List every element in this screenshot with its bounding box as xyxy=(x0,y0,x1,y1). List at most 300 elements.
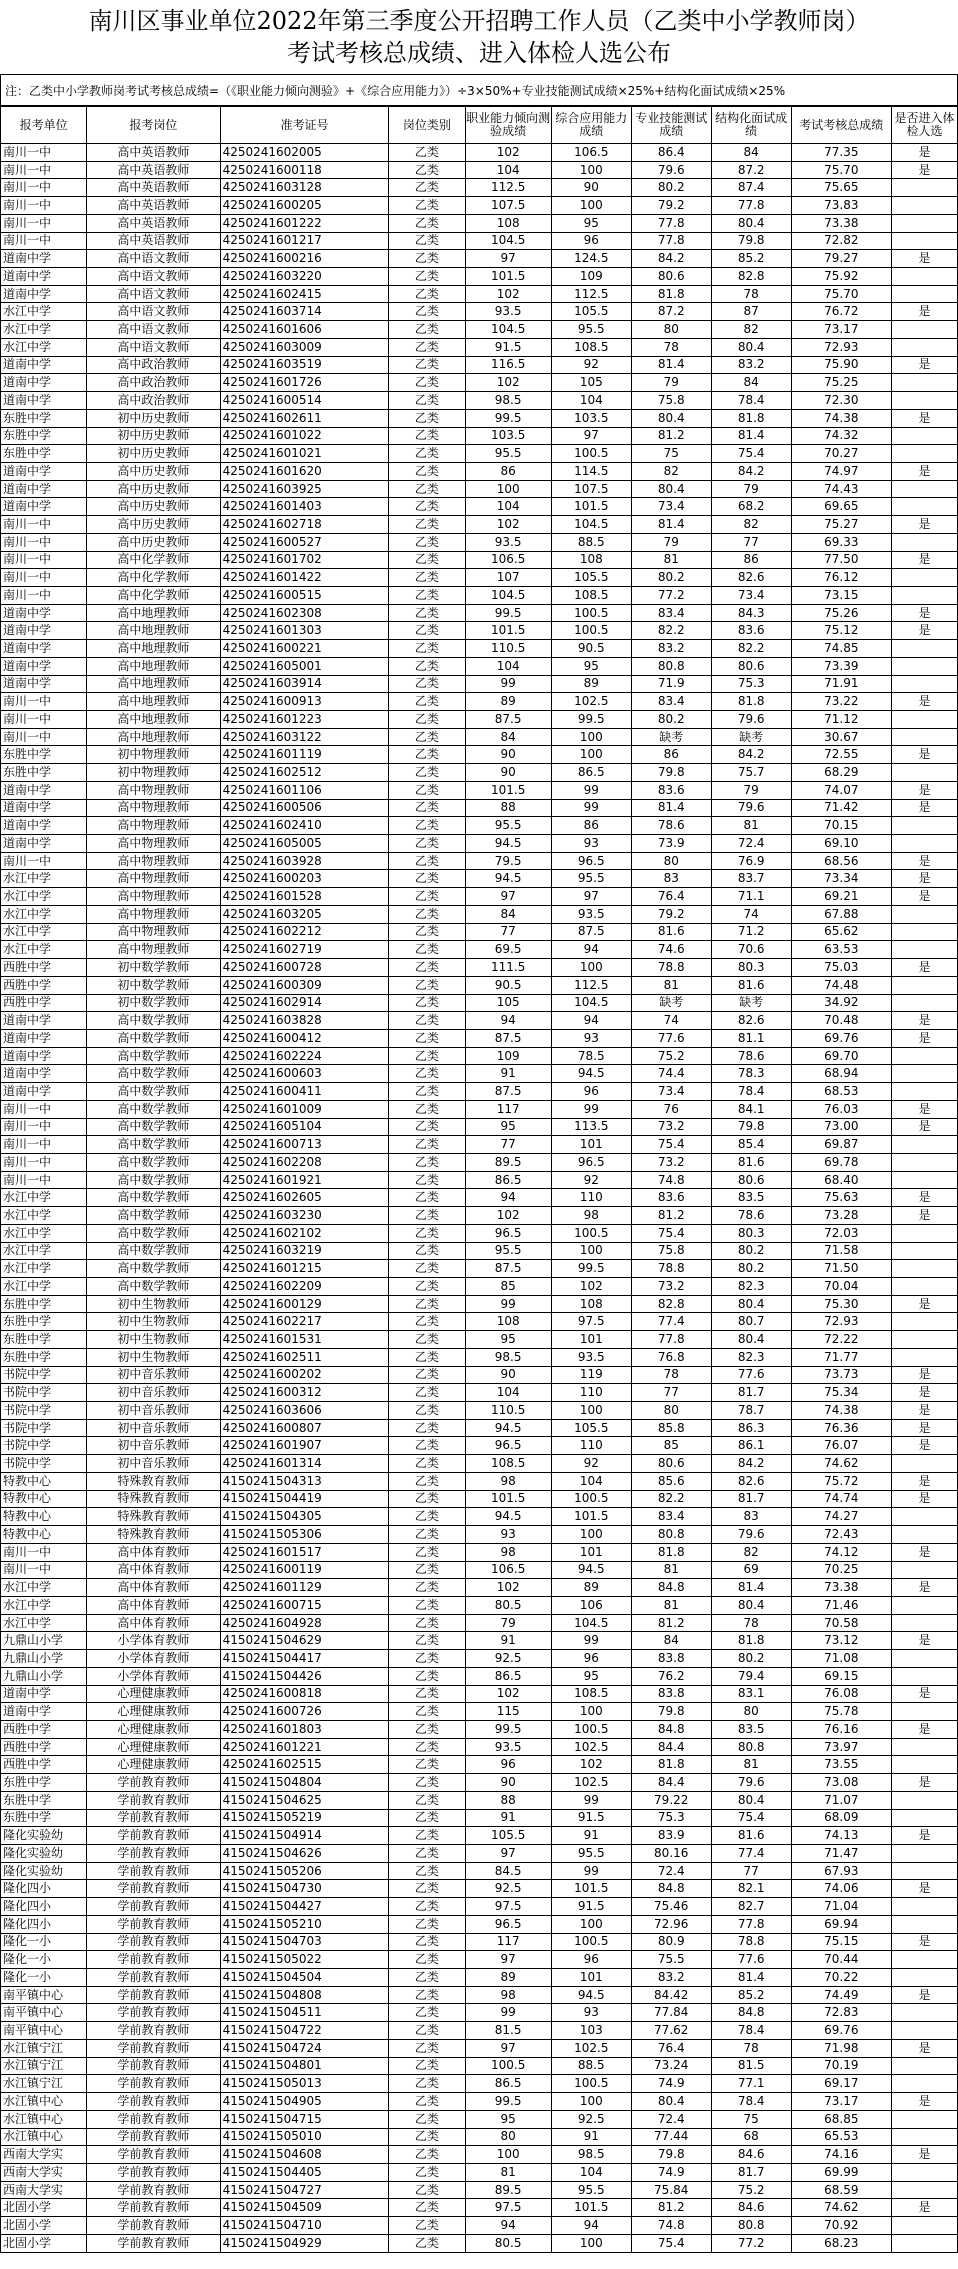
category-cell: 乙类 xyxy=(389,675,465,693)
table-row xyxy=(1,1596,958,1614)
table-row xyxy=(1,2022,958,2040)
table-row xyxy=(1,427,958,445)
aptitude-score-cell: 93.5 xyxy=(465,533,551,551)
table-row xyxy=(1,268,958,286)
skill-score-cell: 78.8 xyxy=(631,1260,711,1278)
skill-score-cell: 75.3 xyxy=(631,1809,711,1827)
total-score-cell: 75.90 xyxy=(791,356,891,374)
header-aptitude-score: 职业能力倾向测验成绩 xyxy=(465,107,551,144)
unit-cell: 道南中学 xyxy=(1,799,87,817)
table-row xyxy=(1,551,958,569)
total-score-cell: 77.50 xyxy=(791,551,891,569)
aptitude-score-cell: 108 xyxy=(465,214,551,232)
category-cell: 乙类 xyxy=(389,1029,465,1047)
skill-score-cell: 79.8 xyxy=(631,1703,711,1721)
unit-cell: 隆化实验幼 xyxy=(1,1827,87,1845)
application-score-cell: 99 xyxy=(551,1862,631,1880)
header-application-score: 综合应用能力成绩 xyxy=(551,107,631,144)
physical-exam-cell xyxy=(891,197,957,215)
position-cell: 学前教育教师 xyxy=(87,1880,220,1898)
application-score-cell: 124.5 xyxy=(551,250,631,268)
position-cell: 高中地理教师 xyxy=(87,693,220,711)
physical-exam-cell xyxy=(891,2004,957,2022)
exam-id-cell: 4150241504313 xyxy=(220,1472,389,1490)
unit-cell: 西胜中学 xyxy=(1,1756,87,1774)
physical-exam-cell: 是 xyxy=(891,1437,957,1455)
total-score-cell: 75.70 xyxy=(791,285,891,303)
interview-score-cell: 75.4 xyxy=(711,1809,791,1827)
position-cell: 学前教育教师 xyxy=(87,2128,220,2146)
total-score-cell: 73.17 xyxy=(791,2093,891,2111)
position-cell: 学前教育教师 xyxy=(87,1862,220,1880)
exam-id-cell: 4250241603914 xyxy=(220,675,389,693)
skill-score-cell: 81 xyxy=(631,1561,711,1579)
category-cell: 乙类 xyxy=(389,409,465,427)
aptitude-score-cell: 94.5 xyxy=(465,1508,551,1526)
category-cell: 乙类 xyxy=(389,657,465,675)
total-score-cell: 74.38 xyxy=(791,1402,891,1420)
aptitude-score-cell: 77 xyxy=(465,923,551,941)
total-score-cell: 69.15 xyxy=(791,1667,891,1685)
position-cell: 学前教育教师 xyxy=(87,1791,220,1809)
application-score-cell: 100.5 xyxy=(551,622,631,640)
skill-score-cell: 79.8 xyxy=(631,2146,711,2164)
exam-id-cell: 4250241600715 xyxy=(220,1596,389,1614)
physical-exam-cell xyxy=(891,2128,957,2146)
physical-exam-cell xyxy=(891,1083,957,1101)
application-score-cell: 108.5 xyxy=(551,1685,631,1703)
category-cell: 乙类 xyxy=(389,1419,465,1437)
aptitude-score-cell: 90.5 xyxy=(465,976,551,994)
unit-cell: 北固小学 xyxy=(1,2217,87,2235)
application-score-cell: 102 xyxy=(551,1756,631,1774)
position-cell: 特殊教育教师 xyxy=(87,1508,220,1526)
position-cell: 学前教育教师 xyxy=(87,2093,220,2111)
exam-id-cell: 4150241504804 xyxy=(220,1774,389,1792)
unit-cell: 隆化四小 xyxy=(1,1915,87,1933)
physical-exam-cell xyxy=(891,764,957,782)
position-cell: 高中政治教师 xyxy=(87,392,220,410)
unit-cell: 东胜中学 xyxy=(1,1348,87,1366)
skill-score-cell: 83.8 xyxy=(631,1650,711,1668)
total-score-cell: 68.85 xyxy=(791,2110,891,2128)
interview-score-cell: 81.1 xyxy=(711,1029,791,1047)
category-cell: 乙类 xyxy=(389,1862,465,1880)
application-score-cell: 110 xyxy=(551,1189,631,1207)
exam-id-cell: 4250241602308 xyxy=(220,604,389,622)
table-row xyxy=(1,1827,958,1845)
exam-id-cell: 4250241601314 xyxy=(220,1455,389,1473)
interview-score-cell: 78 xyxy=(711,1614,791,1632)
skill-score-cell: 86 xyxy=(631,746,711,764)
table-row xyxy=(1,586,958,604)
skill-score-cell: 77.4 xyxy=(631,1313,711,1331)
interview-score-cell: 73.4 xyxy=(711,586,791,604)
skill-score-cell: 84.8 xyxy=(631,1880,711,1898)
total-score-cell: 71.04 xyxy=(791,1898,891,1916)
total-score-cell: 71.98 xyxy=(791,2039,891,2057)
physical-exam-cell xyxy=(891,285,957,303)
aptitude-score-cell: 104 xyxy=(465,1384,551,1402)
aptitude-score-cell: 102 xyxy=(465,144,551,162)
position-cell: 小学体育教师 xyxy=(87,1667,220,1685)
category-cell: 乙类 xyxy=(389,2234,465,2252)
unit-cell: 道南中学 xyxy=(1,250,87,268)
unit-cell: 南川一中 xyxy=(1,1136,87,1154)
total-score-cell: 71.46 xyxy=(791,1596,891,1614)
physical-exam-cell: 是 xyxy=(891,2093,957,2111)
exam-id-cell: 4250241600129 xyxy=(220,1295,389,1313)
aptitude-score-cell: 87.5 xyxy=(465,1083,551,1101)
physical-exam-cell: 是 xyxy=(891,852,957,870)
interview-score-cell: 77.8 xyxy=(711,197,791,215)
position-cell: 初中历史教师 xyxy=(87,445,220,463)
table-row xyxy=(1,835,958,853)
unit-cell: 水江镇中心 xyxy=(1,2110,87,2128)
unit-cell: 东胜中学 xyxy=(1,445,87,463)
position-cell: 高中物理教师 xyxy=(87,870,220,888)
physical-exam-cell xyxy=(891,445,957,463)
interview-score-cell: 75.3 xyxy=(711,675,791,693)
interview-score-cell: 81.5 xyxy=(711,2057,791,2075)
table-row xyxy=(1,2146,958,2164)
table-row xyxy=(1,2093,958,2111)
table-row xyxy=(1,1791,958,1809)
category-cell: 乙类 xyxy=(389,781,465,799)
physical-exam-cell xyxy=(891,640,957,658)
unit-cell: 隆化实验幼 xyxy=(1,1845,87,1863)
position-cell: 初中生物教师 xyxy=(87,1295,220,1313)
category-cell: 乙类 xyxy=(389,764,465,782)
interview-score-cell: 71.2 xyxy=(711,923,791,941)
table-row xyxy=(1,179,958,197)
aptitude-score-cell: 95.5 xyxy=(465,817,551,835)
skill-score-cell: 86.4 xyxy=(631,144,711,162)
physical-exam-cell xyxy=(891,321,957,339)
physical-exam-cell xyxy=(891,214,957,232)
total-score-cell: 75.70 xyxy=(791,161,891,179)
exam-id-cell: 4250241603230 xyxy=(220,1207,389,1225)
physical-exam-cell: 是 xyxy=(891,516,957,534)
aptitude-score-cell: 96.5 xyxy=(465,1915,551,1933)
aptitude-score-cell: 84.5 xyxy=(465,1862,551,1880)
aptitude-score-cell: 99 xyxy=(465,675,551,693)
physical-exam-cell xyxy=(891,711,957,729)
aptitude-score-cell: 79.5 xyxy=(465,852,551,870)
interview-score-cell: 78.4 xyxy=(711,2022,791,2040)
application-score-cell: 100.5 xyxy=(551,1490,631,1508)
table-row xyxy=(1,711,958,729)
category-cell: 乙类 xyxy=(389,374,465,392)
physical-exam-cell: 是 xyxy=(891,1774,957,1792)
skill-score-cell: 75.4 xyxy=(631,1224,711,1242)
skill-score-cell: 81.4 xyxy=(631,356,711,374)
exam-id-cell: 4150241504629 xyxy=(220,1632,389,1650)
aptitude-score-cell: 86.5 xyxy=(465,2075,551,2093)
total-score-cell: 69.76 xyxy=(791,1029,891,1047)
category-cell: 乙类 xyxy=(389,1455,465,1473)
category-cell: 乙类 xyxy=(389,852,465,870)
total-score-cell: 69.65 xyxy=(791,498,891,516)
aptitude-score-cell: 98.5 xyxy=(465,392,551,410)
interview-score-cell: 82 xyxy=(711,1543,791,1561)
exam-id-cell: 4250241600312 xyxy=(220,1384,389,1402)
position-cell: 学前教育教师 xyxy=(87,1986,220,2004)
aptitude-score-cell: 96.5 xyxy=(465,1437,551,1455)
aptitude-score-cell: 97 xyxy=(465,2039,551,2057)
interview-score-cell: 84 xyxy=(711,374,791,392)
table-row xyxy=(1,1136,958,1154)
table-row xyxy=(1,2163,958,2181)
table-row xyxy=(1,2004,958,2022)
position-cell: 初中生物教师 xyxy=(87,1331,220,1349)
position-cell: 高中物理教师 xyxy=(87,905,220,923)
exam-id-cell: 4150241504426 xyxy=(220,1667,389,1685)
exam-id-cell: 4250241603925 xyxy=(220,480,389,498)
category-cell: 乙类 xyxy=(389,959,465,977)
table-row xyxy=(1,941,958,959)
interview-score-cell: 82.6 xyxy=(711,1472,791,1490)
aptitude-score-cell: 104 xyxy=(465,498,551,516)
application-score-cell: 92 xyxy=(551,356,631,374)
unit-cell: 南川一中 xyxy=(1,533,87,551)
total-score-cell: 73.39 xyxy=(791,657,891,675)
aptitude-score-cell: 109 xyxy=(465,1047,551,1065)
aptitude-score-cell: 87.5 xyxy=(465,1029,551,1047)
physical-exam-cell: 是 xyxy=(891,409,957,427)
application-score-cell: 99.5 xyxy=(551,711,631,729)
aptitude-score-cell: 104.5 xyxy=(465,321,551,339)
aptitude-score-cell: 84 xyxy=(465,728,551,746)
aptitude-score-cell: 87.5 xyxy=(465,1260,551,1278)
category-cell: 乙类 xyxy=(389,1969,465,1987)
unit-cell: 隆化一小 xyxy=(1,1933,87,1951)
exam-id-cell: 4150241504509 xyxy=(220,2199,389,2217)
interview-score-cell: 83.2 xyxy=(711,356,791,374)
total-score-cell: 76.36 xyxy=(791,1419,891,1437)
position-cell: 初中音乐教师 xyxy=(87,1384,220,1402)
table-row xyxy=(1,2075,958,2093)
aptitude-score-cell: 104.5 xyxy=(465,232,551,250)
category-cell: 乙类 xyxy=(389,1047,465,1065)
unit-cell: 南川一中 xyxy=(1,569,87,587)
application-score-cell: 108 xyxy=(551,1295,631,1313)
header-position: 报考岗位 xyxy=(87,107,220,144)
total-score-cell: 71.07 xyxy=(791,1791,891,1809)
exam-id-cell: 4250241602512 xyxy=(220,764,389,782)
total-score-cell: 76.16 xyxy=(791,1720,891,1738)
interview-score-cell: 78.3 xyxy=(711,1065,791,1083)
skill-score-cell: 84.2 xyxy=(631,250,711,268)
total-score-cell: 73.34 xyxy=(791,870,891,888)
application-score-cell: 105 xyxy=(551,374,631,392)
physical-exam-cell: 是 xyxy=(891,462,957,480)
exam-id-cell: 4250241603122 xyxy=(220,728,389,746)
interview-score-cell: 82.3 xyxy=(711,1278,791,1296)
total-score-cell: 74.62 xyxy=(791,1455,891,1473)
skill-score-cell: 74.4 xyxy=(631,1065,711,1083)
aptitude-score-cell: 90 xyxy=(465,746,551,764)
table-row xyxy=(1,1295,958,1313)
position-cell: 高中体育教师 xyxy=(87,1614,220,1632)
aptitude-score-cell: 98 xyxy=(465,1543,551,1561)
application-score-cell: 90.5 xyxy=(551,640,631,658)
exam-id-cell: 4250241601215 xyxy=(220,1260,389,1278)
application-score-cell: 107.5 xyxy=(551,480,631,498)
unit-cell: 水江中学 xyxy=(1,303,87,321)
exam-id-cell: 4250241601726 xyxy=(220,374,389,392)
exam-id-cell: 4250241600514 xyxy=(220,392,389,410)
interview-score-cell: 68 xyxy=(711,2128,791,2146)
aptitude-score-cell: 80.5 xyxy=(465,2234,551,2252)
aptitude-score-cell: 95 xyxy=(465,2110,551,2128)
total-score-cell: 69.70 xyxy=(791,1047,891,1065)
skill-score-cell: 82.8 xyxy=(631,1295,711,1313)
physical-exam-cell xyxy=(891,1614,957,1632)
application-score-cell: 93.5 xyxy=(551,905,631,923)
exam-id-cell: 4150241504626 xyxy=(220,1845,389,1863)
position-cell: 学前教育教师 xyxy=(87,2057,220,2075)
position-cell: 高中数学教师 xyxy=(87,1189,220,1207)
skill-score-cell: 77.8 xyxy=(631,1331,711,1349)
table-row xyxy=(1,1667,958,1685)
physical-exam-cell xyxy=(891,1171,957,1189)
skill-score-cell: 84 xyxy=(631,1632,711,1650)
total-score-cell: 73.00 xyxy=(791,1118,891,1136)
total-score-cell: 77.35 xyxy=(791,144,891,162)
exam-id-cell: 4250241600515 xyxy=(220,586,389,604)
exam-id-cell: 4250241601217 xyxy=(220,232,389,250)
interview-score-cell: 77.6 xyxy=(711,1951,791,1969)
category-cell: 乙类 xyxy=(389,799,465,817)
skill-score-cell: 76 xyxy=(631,1100,711,1118)
exam-id-cell: 4250241601921 xyxy=(220,1171,389,1189)
table-row xyxy=(1,480,958,498)
exam-id-cell: 4250241605001 xyxy=(220,657,389,675)
aptitude-score-cell: 108.5 xyxy=(465,1455,551,1473)
unit-cell: 书院中学 xyxy=(1,1402,87,1420)
interview-score-cell: 77 xyxy=(711,533,791,551)
category-cell: 乙类 xyxy=(389,888,465,906)
unit-cell: 九鼎山小学 xyxy=(1,1632,87,1650)
table-row xyxy=(1,462,958,480)
skill-score-cell: 74.9 xyxy=(631,2075,711,2093)
skill-score-cell: 83.8 xyxy=(631,1685,711,1703)
table-row xyxy=(1,1969,958,1987)
interview-score-cell: 78.4 xyxy=(711,392,791,410)
total-score-cell: 73.97 xyxy=(791,1738,891,1756)
table-row xyxy=(1,1898,958,1916)
position-cell: 高中物理教师 xyxy=(87,941,220,959)
skill-score-cell: 74.9 xyxy=(631,2163,711,2181)
aptitude-score-cell: 107 xyxy=(465,569,551,587)
exam-id-cell: 4250241600309 xyxy=(220,976,389,994)
position-cell: 学前教育教师 xyxy=(87,2022,220,2040)
unit-cell: 道南中学 xyxy=(1,480,87,498)
total-score-cell: 69.99 xyxy=(791,2163,891,2181)
exam-id-cell: 4250241601221 xyxy=(220,1738,389,1756)
category-cell: 乙类 xyxy=(389,1667,465,1685)
interview-score-cell: 69 xyxy=(711,1561,791,1579)
unit-cell: 水江中学 xyxy=(1,923,87,941)
skill-score-cell: 78.6 xyxy=(631,817,711,835)
physical-exam-cell xyxy=(891,480,957,498)
category-cell: 乙类 xyxy=(389,197,465,215)
total-score-cell: 70.58 xyxy=(791,1614,891,1632)
unit-cell: 水江中学 xyxy=(1,941,87,959)
interview-score-cell: 81.4 xyxy=(711,427,791,445)
unit-cell: 东胜中学 xyxy=(1,409,87,427)
application-score-cell: 100.5 xyxy=(551,604,631,622)
unit-cell: 九鼎山小学 xyxy=(1,1667,87,1685)
skill-score-cell: 73.9 xyxy=(631,835,711,853)
aptitude-score-cell: 97.5 xyxy=(465,2199,551,2217)
skill-score-cell: 81.2 xyxy=(631,1207,711,1225)
total-score-cell: 74.07 xyxy=(791,781,891,799)
position-cell: 高中物理教师 xyxy=(87,852,220,870)
interview-score-cell: 81.6 xyxy=(711,976,791,994)
position-cell: 高中英语教师 xyxy=(87,214,220,232)
aptitude-score-cell: 89 xyxy=(465,1969,551,1987)
position-cell: 初中物理教师 xyxy=(87,764,220,782)
exam-id-cell: 4250241601803 xyxy=(220,1720,389,1738)
application-score-cell: 92 xyxy=(551,1455,631,1473)
category-cell: 乙类 xyxy=(389,817,465,835)
table-row xyxy=(1,2110,958,2128)
category-cell: 乙类 xyxy=(389,1756,465,1774)
application-score-cell: 100.5 xyxy=(551,2075,631,2093)
exam-id-cell: 4250241602605 xyxy=(220,1189,389,1207)
total-score-cell: 72.30 xyxy=(791,392,891,410)
total-score-cell: 72.82 xyxy=(791,232,891,250)
table-row xyxy=(1,746,958,764)
aptitude-score-cell: 116.5 xyxy=(465,356,551,374)
skill-score-cell: 75.46 xyxy=(631,1898,711,1916)
exam-id-cell: 4150241504625 xyxy=(220,1791,389,1809)
unit-cell: 水江中学 xyxy=(1,905,87,923)
application-score-cell: 92.5 xyxy=(551,2110,631,2128)
interview-score-cell: 78.4 xyxy=(711,2093,791,2111)
table-row xyxy=(1,1738,958,1756)
application-score-cell: 114.5 xyxy=(551,462,631,480)
physical-exam-cell: 是 xyxy=(891,1543,957,1561)
skill-score-cell: 87.2 xyxy=(631,303,711,321)
table-row xyxy=(1,728,958,746)
category-cell: 乙类 xyxy=(389,1685,465,1703)
skill-score-cell: 缺考 xyxy=(631,994,711,1012)
total-score-cell: 73.55 xyxy=(791,1756,891,1774)
exam-id-cell: 4250241601303 xyxy=(220,622,389,640)
category-cell: 乙类 xyxy=(389,2004,465,2022)
application-score-cell: 104.5 xyxy=(551,516,631,534)
skill-score-cell: 81.4 xyxy=(631,799,711,817)
physical-exam-cell xyxy=(891,1596,957,1614)
interview-score-cell: 81.8 xyxy=(711,693,791,711)
aptitude-score-cell: 98 xyxy=(465,1986,551,2004)
position-cell: 高中语文教师 xyxy=(87,303,220,321)
category-cell: 乙类 xyxy=(389,905,465,923)
exam-id-cell: 4250241600726 xyxy=(220,1703,389,1721)
skill-score-cell: 79 xyxy=(631,533,711,551)
position-cell: 学前教育教师 xyxy=(87,2075,220,2093)
unit-cell: 东胜中学 xyxy=(1,1774,87,1792)
skill-score-cell: 74.8 xyxy=(631,2217,711,2235)
skill-score-cell: 77.8 xyxy=(631,214,711,232)
skill-score-cell: 75 xyxy=(631,445,711,463)
unit-cell: 道南中学 xyxy=(1,498,87,516)
total-score-cell: 72.93 xyxy=(791,1313,891,1331)
application-score-cell: 100 xyxy=(551,1402,631,1420)
